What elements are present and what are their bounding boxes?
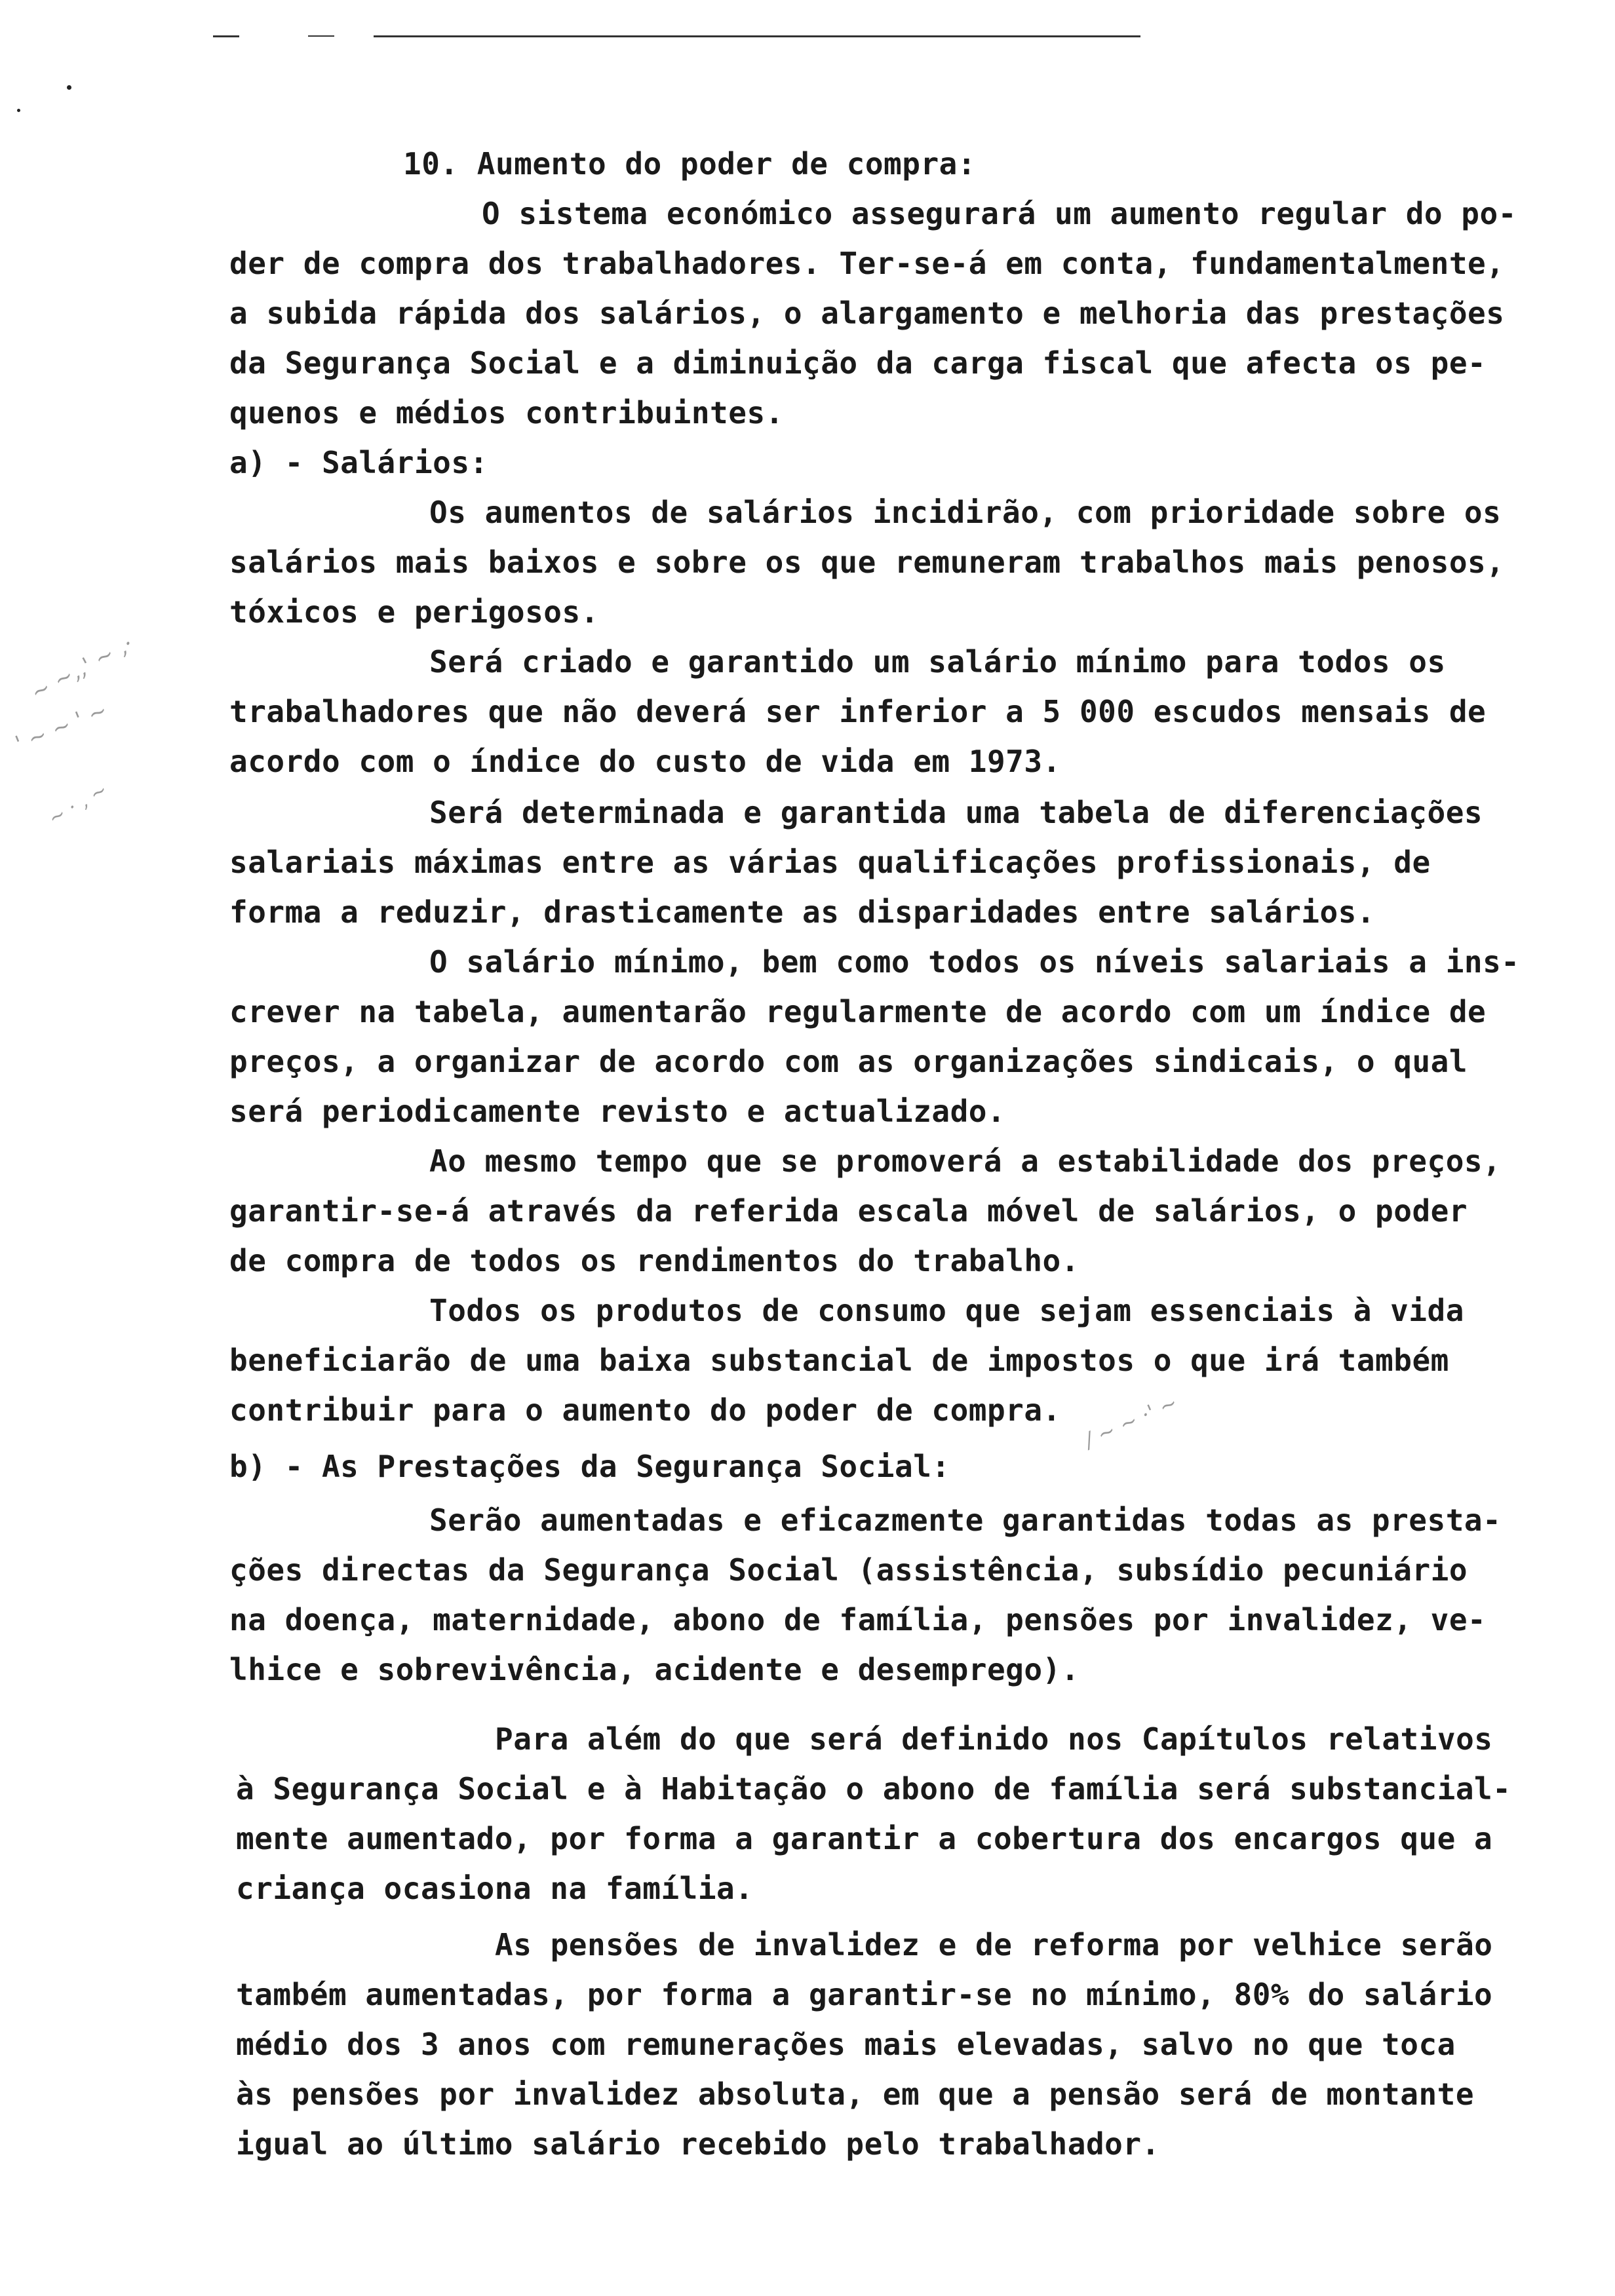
paragraph-line: salários mais baixos e sobre os que remuneram trabalhos mais penosos, — [229, 545, 1505, 580]
paragraph-line: também aumentadas, por forma a garantir-se no mínimo, 80% do salário — [236, 1977, 1493, 2012]
paragraph-line: acordo com o índice do custo de vida em 1973. — [229, 744, 1061, 779]
intro-line: O sistema económico assegurará um aumento regular do po- — [482, 196, 1517, 231]
intro-line: der de compra dos trabalhadores. Ter-se-á em conta, fundamentalmente, — [229, 246, 1505, 281]
paragraph-line: As pensões de invalidez e de reforma por velhice serão — [495, 1927, 1493, 1962]
paragraph-line: crever na tabela, aumentarão regularmente de acordo com um índice de — [229, 994, 1487, 1029]
faint-margin-annotation: ~ ~‚,' ~ ,· — [26, 630, 138, 706]
section-title: 10. Aumento do poder de compra: — [403, 146, 977, 182]
paragraph-line: beneficiarão de uma baixa substancial de impostos o que irá também — [229, 1343, 1449, 1378]
intro-line: a subida rápida dos salários, o alargamento e melhoria das prestações — [229, 296, 1505, 331]
paragraph-line: Serão aumentadas e eficazmente garantidas todas as presta- — [429, 1502, 1502, 1538]
paragraph-line: tóxicos e perigosos. — [229, 594, 599, 630]
faint-annotation: / ~ ~ ·' ~ — [1080, 1389, 1182, 1453]
paragraph-line: mente aumentado, por forma a garantir a cobertura dos encargos que a — [236, 1821, 1493, 1856]
paragraph-line: criança ocasiona na família. — [236, 1871, 754, 1906]
paragraph-line: Os aumentos de salários incidirão, com prioridade sobre os — [429, 495, 1502, 530]
top-rule-segment — [213, 35, 239, 37]
paragraph-line: contribuir para o aumento do poder de compra. — [229, 1392, 1061, 1428]
faint-margin-annotation: ' ~ ~ ' ~ — [11, 697, 111, 758]
subsection-a-heading: a) - Salários: — [229, 445, 488, 480]
top-rule-segment — [308, 35, 334, 37]
paragraph-line: preços, a organizar de acordo com as organizações sindicais, o qual — [229, 1044, 1468, 1079]
paragraph-line: Será determinada e garantida uma tabela de diferenciações — [429, 795, 1483, 830]
paragraph-line: será periodicamente revisto e actualizado. — [229, 1094, 1006, 1129]
paragraph-line: forma a reduzir, drasticamente as disparidades entre salários. — [229, 894, 1376, 930]
top-rule-line — [374, 35, 1140, 37]
paragraph-line: lhice e sobrevivência, acidente e desemprego). — [229, 1652, 1080, 1687]
paragraph-line: igual ao último salário recebido pelo trabalhador. — [236, 2126, 1160, 2162]
faint-margin-annotation: ~ · , ~ — [44, 778, 112, 831]
paragraph-line: Para além do que será definido nos Capítulos relativos — [495, 1721, 1493, 1757]
paragraph-line: salariais máximas entre as várias qualificações profissionais, de — [229, 845, 1431, 880]
paragraph-line: Ao mesmo tempo que se promoverá a estabilidade dos preços, — [429, 1143, 1502, 1179]
paragraph-line: garantir-se-á através da referida escala móvel de salários, o poder — [229, 1193, 1468, 1229]
paragraph-line: na doença, maternidade, abono de família, pensões por invalidez, ve- — [229, 1602, 1487, 1637]
intro-line: quenos e médios contribuintes. — [229, 395, 784, 430]
paragraph-line: à Segurança Social e à Habitação o abono de família será substancial- — [236, 1771, 1511, 1807]
paragraph-line: Todos os produtos de consumo que sejam essenciais à vida — [429, 1293, 1464, 1328]
paragraph-line: trabalhadores que não deverá ser inferior a 5 000 escudos mensais de — [229, 694, 1487, 729]
paragraph-line: Será criado e garantido um salário mínimo para todos os — [429, 644, 1446, 679]
ink-speck — [67, 85, 71, 90]
paragraph-line: ções directas da Segurança Social (assistência, subsídio pecuniário — [229, 1552, 1468, 1588]
paragraph-line: às pensões por invalidez absoluta, em que a pensão será de montante — [236, 2076, 1475, 2112]
subsection-b-heading: b) - As Prestações da Segurança Social: — [229, 1449, 950, 1484]
paragraph-line: O salário mínimo, bem como todos os níveis salariais a ins- — [429, 944, 1520, 980]
paragraph-line: médio dos 3 anos com remunerações mais elevadas, salvo no que toca — [236, 2027, 1456, 2062]
paragraph-line: de compra de todos os rendimentos do trabalho. — [229, 1243, 1080, 1278]
ink-speck — [17, 109, 20, 112]
intro-line: da Segurança Social e a diminuição da carga fiscal que afecta os pe- — [229, 345, 1487, 381]
